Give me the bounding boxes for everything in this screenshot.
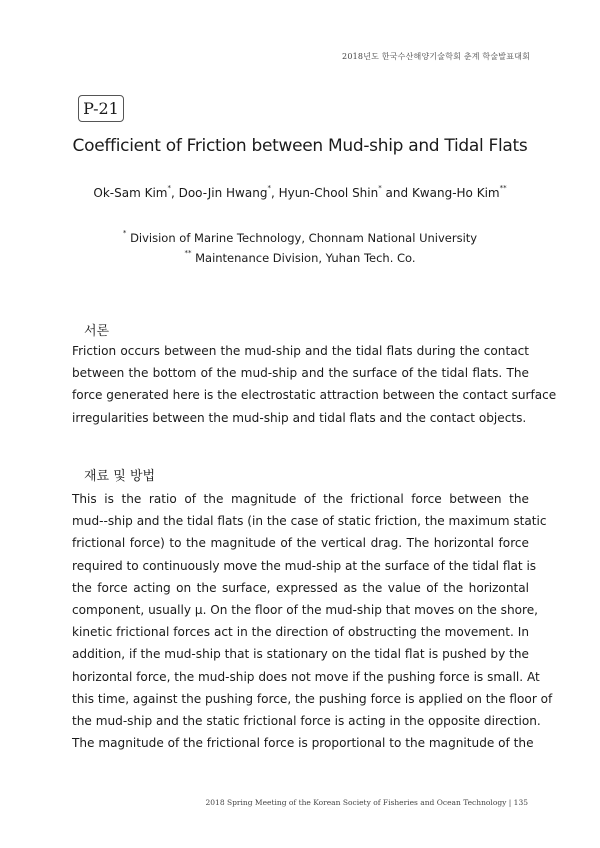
text-line: force generated here is the electrostatic attraction between the contact surface: [72, 388, 557, 403]
text-line: component, usually μ. On the floor of the mud-ship that moves on the shore,: [72, 603, 539, 618]
authors-text: Ok-Sam Kim*, Doo-Jin Hwang*, Hyun-Chool Shin* and Kwang-Ho Kim**: [93, 184, 507, 200]
page-footer: 2018 Spring Meeting of the Korean Society of Fisheries and Ocean Technology | 135: [205, 798, 528, 807]
paper-code-badge: P-21: [78, 95, 124, 122]
text-line: This is the ratio of the magnitude of the frictional force between the: [72, 492, 529, 506]
text-line: frictional force) to the magnitude of the vertical drag. The horizontal force: [72, 536, 529, 551]
affiliation-2: [0, 251, 600, 265]
text-line: the force acting on the surface, expressed as the value of the horizontal: [72, 580, 529, 595]
text-line: Friction occurs between the mud-ship and the tidal flats during the contact: [72, 344, 529, 358]
running-header: 2018년도 한국수산해양기술학회 춘계 학술발표대회: [342, 52, 530, 61]
text-line: addition, if the mud-ship that is stationary on the tidal flat is pushed by the: [72, 647, 529, 662]
affiliation-mark: **: [184, 249, 192, 257]
introduction-paragraph: [72, 340, 557, 429]
author-list: [0, 186, 600, 200]
text-line: the mud-ship and the static frictional force is acting in the opposite direction.: [72, 714, 541, 729]
paper-title: Coefficient of Friction between Mud-ship and Tidal Flats: [72, 136, 528, 156]
text-line: mud--ship and the tidal flats (in the case of static friction, the maximum static: [72, 514, 547, 529]
affiliation-text: Division of Marine Technology, Chonnam National University: [130, 231, 478, 245]
section-heading-introduction: 서론: [84, 324, 110, 339]
section-heading-methods: 재료 및 방법: [84, 469, 156, 484]
text-line: kinetic frictional forces act in the direction of obstructing the movement. In: [72, 625, 529, 640]
text-line: The magnitude of the frictional force is proportional to the magnitude of the: [72, 736, 534, 751]
text-line: horizontal force, the mud-ship does not move if the pushing force is small. At: [72, 669, 540, 684]
affiliation-mark: *: [122, 229, 127, 237]
text-line: required to continuously move the mud-ship at the surface of the tidal flat is: [72, 558, 537, 573]
affiliation-text: Maintenance Division, Yuhan Tech. Co.: [195, 251, 416, 265]
methods-paragraph: [72, 488, 553, 754]
text-line: between the bottom of the mud-ship and the surface of the tidal flats. The: [72, 366, 529, 381]
text-line: irregularities between the mud-ship and tidal flats and the contact objects.: [72, 410, 527, 425]
text-line: this time, against the pushing force, the pushing force is applied on the floor of: [72, 691, 553, 706]
affiliation-1: [0, 231, 600, 245]
